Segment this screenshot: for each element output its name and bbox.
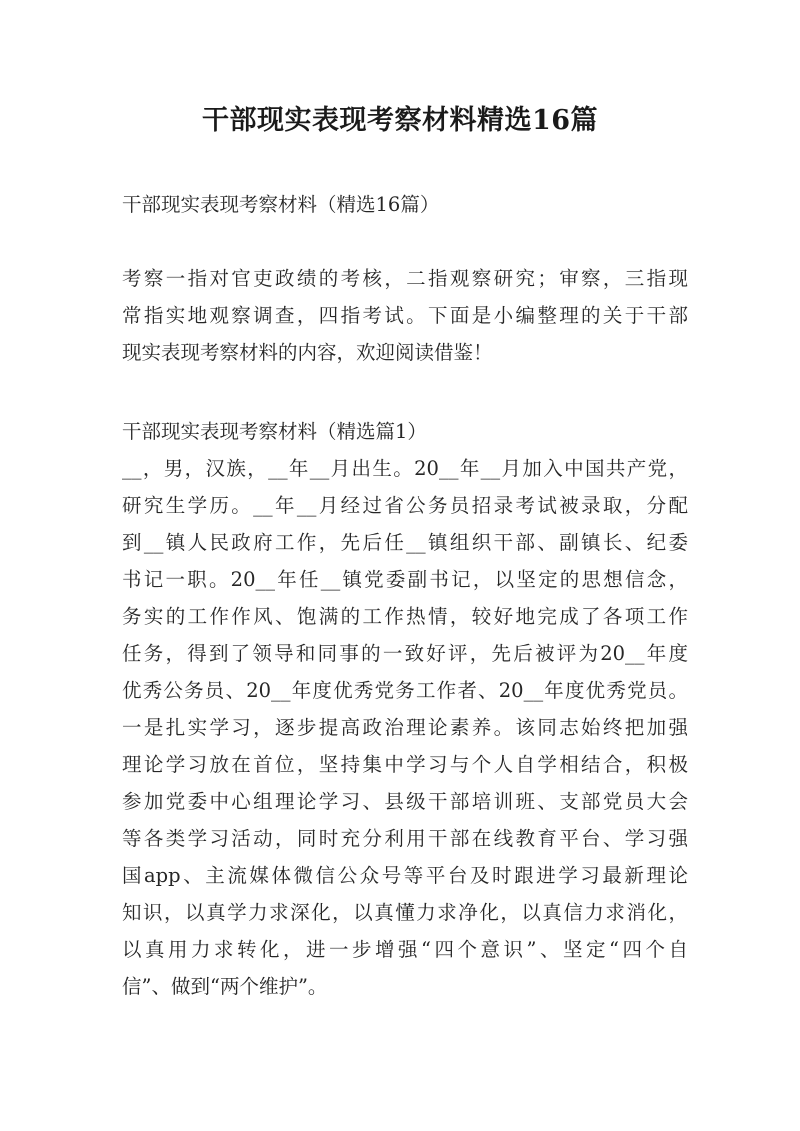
- body-line: 理论学习放在首位，坚持集中学习与个人自学相结合，积极: [122, 753, 688, 776]
- body-line: 书记一职。20__年任__镇党委副书记，以坚定的思想信念，: [122, 568, 688, 591]
- section-heading-text: 干部现实表现考察材料（精选篇1）: [122, 420, 427, 443]
- document-subtitle: [122, 186, 688, 223]
- intro-line: 常指实地观察调查，四指考试。下面是小编整理的关于干部: [122, 304, 688, 327]
- intro-line: 现实表现考察材料的内容，欢迎阅读借鉴！: [122, 341, 493, 364]
- section-heading: [122, 413, 688, 450]
- body-line: 一是扎实学习，逐步提高政治理论素养。该同志始终把加强: [122, 716, 688, 739]
- body-line: 信”、做到“两个维护”。: [122, 975, 328, 998]
- body-line: 优秀公务员、20__年度优秀党务工作者、20__年度优秀党员。: [122, 679, 688, 702]
- document-title: 干部现实表现考察材料精选16篇: [201, 105, 599, 136]
- intro-line: 考察一指对官吏政绩的考核，二指观察研究；审察，三指现: [122, 267, 688, 290]
- subtitle-text: 干部现实表现考察材料（精选16篇）: [122, 193, 440, 216]
- body-line: 到__镇人民政府工作，先后任__镇组织干部、副镇长、纪委: [122, 531, 688, 554]
- intro-paragraph: [122, 260, 688, 371]
- body-paragraph: [122, 450, 688, 1005]
- body-line: 任务，得到了领导和同事的一致好评，先后被评为20__年度: [122, 642, 688, 665]
- body-line: 知识，以真学力求深化，以真懂力求净化，以真信力求消化，: [122, 901, 688, 924]
- body-line: 参加党委中心组理论学习、县级干部培训班、支部党员大会: [122, 790, 688, 813]
- body-line: 国app、主流媒体微信公众号等平台及时跟进学习最新理论: [122, 864, 688, 887]
- body-line: 等各类学习活动，同时充分利用干部在线教育平台、学习强: [122, 827, 688, 850]
- body-line: 务实的工作作风、饱满的工作热情，较好地完成了各项工作: [122, 605, 688, 628]
- body-line: 研究生学历。__年__月经过省公务员招录考试被录取，分配: [122, 494, 688, 517]
- body-line: 以真用力求转化，进一步增强“四个意识”、坚定“四个自: [122, 938, 688, 961]
- body-line: __，男，汉族，__年__月出生。20__年__月加入中国共产党，: [122, 457, 688, 480]
